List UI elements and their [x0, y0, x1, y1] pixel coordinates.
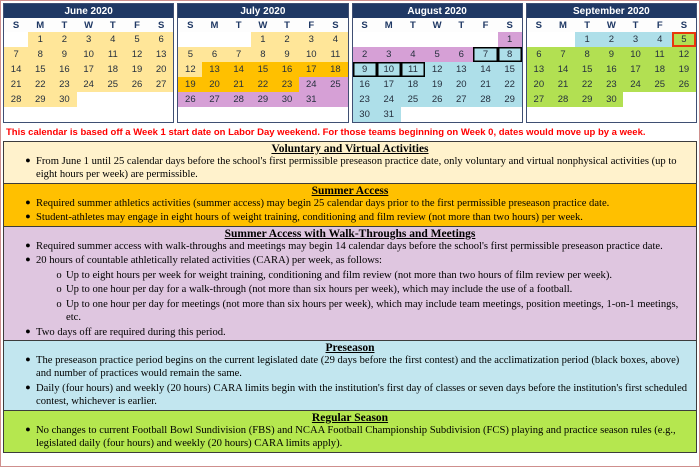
date-cell: 2: [599, 32, 623, 47]
empty-cell: [473, 32, 497, 47]
calendar-week-row: [178, 92, 347, 107]
empty-cell: [599, 107, 623, 122]
calendar-week-row: [527, 92, 696, 107]
empty-cell: [648, 107, 672, 122]
date-cell: 27: [449, 92, 473, 107]
empty-cell: [473, 107, 497, 122]
weekday-header: W: [84, 20, 94, 31]
empty-cell: [52, 107, 76, 122]
date-cell: 6: [527, 47, 551, 62]
month-calendar: [526, 3, 697, 123]
date-cell: 8: [498, 47, 522, 62]
date-cell: 8: [575, 47, 599, 62]
empty-cell: [323, 92, 347, 107]
calendar-week-row: [178, 62, 347, 77]
empty-cell: [527, 107, 551, 122]
section-title-text: Preseason: [325, 341, 375, 354]
empty-cell: [377, 32, 401, 47]
date-cell: 18: [648, 62, 672, 77]
section: [3, 410, 697, 453]
weekday-header: M: [384, 20, 393, 31]
date-cell: 6: [149, 32, 173, 47]
empty-cell: [202, 32, 226, 47]
month-calendar: [177, 3, 348, 123]
calendar-week-row: [527, 77, 696, 92]
bullet-marker: ●: [25, 423, 31, 434]
weekday-header: W: [432, 20, 442, 31]
date-cell: 22: [575, 77, 599, 92]
date-cell: 14: [473, 62, 497, 77]
calendar-title: July 2020: [178, 4, 347, 18]
section-title-text: Voluntary and Virtual Activities: [271, 143, 429, 155]
bullet-marker: o: [56, 298, 62, 310]
date-cell: 8: [28, 47, 52, 62]
bullet-item: [4, 326, 696, 340]
date-cell: 25: [401, 92, 425, 107]
rules-sections: [1, 140, 699, 453]
empty-cell: [227, 107, 251, 122]
date-cell: 4: [401, 47, 425, 62]
bullet-item: [4, 269, 696, 283]
bullet-marker: o: [56, 269, 62, 281]
weekday-header: M: [36, 20, 45, 31]
calendar-title: June 2020: [4, 4, 173, 18]
date-cell: 22: [251, 77, 275, 92]
empty-cell: [401, 32, 425, 47]
empty-cell: [498, 107, 522, 122]
bullet-item: [4, 155, 696, 183]
empty-cell: [623, 107, 647, 122]
calendar-week-row: [527, 32, 696, 47]
bullet-marker: ●: [25, 353, 31, 364]
date-cell: 2: [275, 32, 299, 47]
bullet-item: [4, 354, 696, 382]
empty-cell: [149, 107, 173, 122]
bullet-item: [4, 197, 696, 211]
date-cell: 12: [125, 47, 149, 62]
date-cell: 9: [275, 47, 299, 62]
calendar-week-row: [4, 32, 173, 47]
date-cell: 23: [275, 77, 299, 92]
section-title: [4, 411, 696, 424]
date-cell: 15: [498, 62, 522, 77]
date-cell: 4: [101, 32, 125, 47]
date-cell: 9: [52, 47, 76, 62]
bullet-item: [4, 240, 696, 254]
section: [3, 226, 697, 341]
empty-cell: [251, 107, 275, 122]
bullet-text: The preseason practice period begins on the current legislated date (29 days before the first contest) and the acclimatization period (black boxes, above) and number of practices would remain the same.: [36, 354, 680, 380]
empty-cell: [672, 92, 696, 107]
date-cell: 31: [377, 107, 401, 122]
date-cell: 9: [599, 47, 623, 62]
calendar-week-row: [527, 107, 696, 122]
empty-cell: [178, 107, 202, 122]
calendar-title: September 2020: [527, 4, 696, 18]
date-cell: 7: [473, 47, 497, 62]
weekday-header: F: [134, 20, 140, 31]
date-cell: 13: [449, 62, 473, 77]
calendar-week-row: [353, 107, 522, 122]
empty-cell: [575, 107, 599, 122]
date-cell: 7: [227, 47, 251, 62]
date-cell: 22: [498, 77, 522, 92]
date-cell: 4: [648, 32, 672, 47]
date-cell: 1: [251, 32, 275, 47]
date-cell: 25: [648, 77, 672, 92]
bullet-marker: ●: [25, 196, 31, 207]
date-cell: 2: [52, 32, 76, 47]
empty-cell: [275, 107, 299, 122]
date-cell: 23: [353, 92, 377, 107]
weekday-header: S: [680, 20, 688, 31]
date-cell: 10: [77, 47, 101, 62]
weekday-header: T: [458, 20, 465, 31]
date-cell: 21: [4, 77, 28, 92]
date-cell: 24: [377, 92, 401, 107]
month-calendar: [352, 3, 523, 123]
date-cell: 27: [527, 92, 551, 107]
date-cell: 20: [449, 77, 473, 92]
date-cell: 11: [323, 47, 347, 62]
date-cell: 13: [527, 62, 551, 77]
bullet-text: Required summer access with walk-throughs and meetings may begin 14 calendar days before the school's first permissible preseason practice date.: [36, 240, 663, 252]
date-cell: 20: [149, 62, 173, 77]
calendar-week-row: [178, 32, 347, 47]
empty-cell: [323, 107, 347, 122]
bullet-marker: ●: [25, 254, 31, 265]
date-cell: 15: [575, 62, 599, 77]
date-cell: 30: [275, 92, 299, 107]
bullet-item: [4, 298, 696, 326]
empty-cell: [202, 107, 226, 122]
date-cell: 10: [377, 62, 401, 77]
date-cell: 18: [401, 77, 425, 92]
bullet-marker: ●: [25, 155, 31, 165]
date-cell: 12: [672, 47, 696, 62]
bullet-marker: o: [56, 284, 62, 296]
date-cell: 11: [401, 62, 425, 77]
date-cell: 5: [125, 32, 149, 47]
bullet-marker: ●: [25, 325, 31, 336]
date-cell: 11: [101, 47, 125, 62]
empty-cell: [28, 107, 52, 122]
date-cell: 21: [227, 77, 251, 92]
calendar-week-row: [178, 47, 347, 62]
weekday-header: F: [482, 20, 489, 31]
date-cell: 5: [425, 47, 449, 62]
calendar-week-row: [353, 77, 522, 92]
date-cell: 1: [28, 32, 52, 47]
date-cell: 19: [672, 62, 696, 77]
empty-cell: [227, 32, 251, 47]
date-cell: 3: [623, 32, 647, 47]
bullet-text: Up to eight hours per week for weight training, conditioning and film review (not more than two hours of film review per week).: [66, 269, 613, 281]
bullet-text: Required summer athletics activities (summer access) may begin 25 calendar days prior to the first permissible preseason practice date.: [36, 197, 610, 209]
empty-cell: [4, 32, 28, 47]
date-cell: 1: [575, 32, 599, 47]
empty-cell: [353, 32, 377, 47]
calendar-row: [1, 1, 699, 123]
date-cell: 20: [527, 77, 551, 92]
date-cell: 21: [473, 77, 497, 92]
bullet-text: Up to one hour per day for a walk-through (not more than six hours per week), which may include the use of a football.: [66, 284, 573, 296]
date-cell: 15: [251, 62, 275, 77]
date-cell: 29: [498, 92, 522, 107]
bullet-text: Up to one hour per day for meetings (not more than six hours per week), which may include team meetings, position meetings, 1-on-1 meetings, etc.: [66, 298, 679, 324]
empty-cell: [672, 107, 696, 122]
empty-cell: [77, 92, 101, 107]
section: [3, 183, 697, 227]
section-title: [4, 227, 696, 240]
date-cell: 5: [178, 47, 202, 62]
section: [3, 340, 697, 411]
bullet-item: [4, 283, 696, 297]
date-cell: 24: [77, 77, 101, 92]
weekday-header: F: [308, 20, 315, 31]
bullet-marker: ●: [25, 239, 31, 250]
date-cell: 6: [202, 47, 226, 62]
date-cell: 12: [425, 62, 449, 77]
weekday-header-row: [4, 18, 173, 32]
date-cell: 29: [251, 92, 275, 107]
empty-cell: [449, 32, 473, 47]
empty-cell: [125, 107, 149, 122]
bullet-item: [4, 254, 696, 268]
empty-cell: [4, 107, 28, 122]
section-title: [4, 142, 696, 155]
calendar-week-row: [353, 32, 522, 47]
weekday-header: S: [12, 20, 20, 31]
weekday-header-row: [527, 18, 696, 32]
date-cell: 16: [353, 77, 377, 92]
weekday-header: S: [187, 20, 194, 31]
bullet-item: [4, 424, 696, 452]
date-cell: 10: [299, 47, 323, 62]
bullet-marker: ●: [25, 211, 31, 222]
weekday-header: S: [535, 20, 542, 31]
date-cell: 19: [178, 77, 202, 92]
empty-cell: [101, 92, 125, 107]
date-cell: 25: [101, 77, 125, 92]
date-cell: 26: [178, 92, 202, 107]
section-title-text: Summer Access with Walk-Throughs and Meetings: [224, 227, 476, 240]
date-cell: 20: [202, 77, 226, 92]
bullet-text: Student-athletes may engage in eight hours of weight training, conditioning and film review (not more than two hours) per week.: [36, 212, 583, 224]
weekday-header: W: [606, 20, 616, 31]
empty-cell: [449, 107, 473, 122]
date-cell: 30: [599, 92, 623, 107]
date-cell: 13: [149, 47, 173, 62]
empty-cell: [101, 107, 125, 122]
date-cell: 28: [227, 92, 251, 107]
section-title-text: Summer Access: [311, 184, 389, 197]
date-cell: 26: [672, 77, 696, 92]
date-cell: 28: [551, 92, 575, 107]
empty-cell: [125, 92, 149, 107]
date-cell: 14: [4, 62, 28, 77]
weekday-header: F: [656, 20, 663, 31]
empty-cell: [77, 107, 101, 122]
calendar-week-row: [4, 47, 173, 62]
date-cell: 16: [275, 62, 299, 77]
weekday-header: M: [210, 20, 219, 31]
date-cell: 18: [323, 62, 347, 77]
weekday-header: T: [284, 20, 290, 31]
date-cell: 19: [125, 62, 149, 77]
weekday-header: T: [235, 20, 242, 31]
date-cell: 21: [551, 77, 575, 92]
date-cell: 3: [77, 32, 101, 47]
weekday-header-row: [178, 18, 347, 32]
date-cell: 12: [178, 62, 202, 77]
section-title: [4, 341, 696, 354]
date-cell: 7: [551, 47, 575, 62]
date-cell: 27: [202, 92, 226, 107]
bullet-item: [4, 382, 696, 410]
date-cell: 3: [299, 32, 323, 47]
weekday-header: T: [61, 20, 68, 31]
weekday-header: S: [361, 20, 368, 31]
calendar-week-row: [527, 47, 696, 62]
date-cell: 5: [672, 32, 696, 47]
date-cell: 26: [125, 77, 149, 92]
date-cell: 16: [599, 62, 623, 77]
date-cell: 17: [77, 62, 101, 77]
weekday-header: T: [410, 20, 416, 31]
date-cell: 2: [353, 47, 377, 62]
bullet-text: No changes to current Football Bowl Sundivision (FBS) and NCAA Football Championship Subdivision (FCS) playing and practice season rules (e.g., legislated daily (four hours) and weekly (20 hours) CARA limits apply).: [36, 424, 676, 450]
date-cell: 23: [52, 77, 76, 92]
bullet-text: Two days off are required during this period.: [36, 326, 226, 338]
date-cell: 1: [498, 32, 522, 47]
weekday-header: T: [109, 20, 116, 31]
date-cell: 28: [473, 92, 497, 107]
calendar-week-row: [4, 62, 173, 77]
date-cell: 14: [227, 62, 251, 77]
empty-cell: [149, 92, 173, 107]
date-cell: 6: [449, 47, 473, 62]
weekday-header: S: [332, 20, 339, 31]
empty-cell: [527, 32, 551, 47]
weekday-header: T: [584, 20, 591, 31]
date-cell: 19: [425, 77, 449, 92]
bullet-marker: ●: [25, 381, 31, 392]
empty-cell: [425, 32, 449, 47]
calendar-note: This calendar is based off a Week 1 start date on Labor Day weekend. For those teams beginning on Week 0, dates would move up by a week.: [6, 127, 646, 138]
date-cell: 29: [28, 92, 52, 107]
weekday-header-row: [353, 18, 522, 32]
empty-cell: [299, 107, 323, 122]
date-cell: 30: [52, 92, 76, 107]
date-cell: 14: [551, 62, 575, 77]
date-cell: 23: [599, 77, 623, 92]
date-cell: 11: [648, 47, 672, 62]
empty-cell: [178, 32, 202, 47]
weekday-header: T: [632, 20, 639, 31]
date-cell: 3: [377, 47, 401, 62]
month-calendar: [3, 3, 174, 123]
calendar-week-row: [527, 62, 696, 77]
section: [3, 141, 697, 184]
empty-cell: [551, 107, 575, 122]
date-cell: 17: [299, 62, 323, 77]
calendar-title: August 2020: [353, 4, 522, 18]
date-cell: 28: [4, 92, 28, 107]
weekday-header: S: [157, 20, 165, 31]
date-cell: 7: [4, 47, 28, 62]
calendar-week-row: [353, 92, 522, 107]
calendar-week-row: [4, 77, 173, 92]
date-cell: 31: [299, 92, 323, 107]
date-cell: 27: [149, 77, 173, 92]
date-cell: 15: [28, 62, 52, 77]
section-title: [4, 184, 696, 197]
calendar-week-row: [178, 107, 347, 122]
date-cell: 10: [623, 47, 647, 62]
date-cell: 17: [623, 62, 647, 77]
calendar-week-row: [178, 77, 347, 92]
weekday-header: W: [258, 20, 268, 31]
empty-cell: [401, 107, 425, 122]
date-cell: 9: [353, 62, 377, 77]
empty-cell: [425, 107, 449, 122]
bullet-text: Daily (four hours) and weekly (20 hours) CARA limits begin with the institution's first day of classes or seven days before the institution's first scheduled contest, whichever is earlier.: [36, 382, 688, 408]
calendar-week-row: [353, 62, 522, 77]
date-cell: 30: [353, 107, 377, 122]
date-cell: 25: [323, 77, 347, 92]
empty-cell: [623, 92, 647, 107]
date-cell: 8: [251, 47, 275, 62]
calendar-week-row: [4, 92, 173, 107]
date-cell: 29: [575, 92, 599, 107]
date-cell: 17: [377, 77, 401, 92]
date-cell: 16: [52, 62, 76, 77]
empty-cell: [648, 92, 672, 107]
date-cell: 24: [623, 77, 647, 92]
calendar-week-row: [4, 107, 173, 122]
empty-cell: [551, 32, 575, 47]
bullet-item: [4, 211, 696, 225]
date-cell: 4: [323, 32, 347, 47]
bullet-text: 20 hours of countable athletically related activities (CARA) per week, as follows:: [36, 255, 382, 267]
weekday-header: S: [506, 20, 513, 31]
date-cell: 18: [101, 62, 125, 77]
calendar-week-row: [353, 47, 522, 62]
weekday-header: M: [559, 20, 567, 31]
date-cell: 26: [425, 92, 449, 107]
date-cell: 24: [299, 77, 323, 92]
section-title-text: Regular Season: [311, 411, 389, 424]
date-cell: 22: [28, 77, 52, 92]
date-cell: 13: [202, 62, 226, 77]
bullet-text: From June 1 until 25 calendar days before the school's first permissible preseason practice date, only voluntary and virtual nonphysical activities (up to eight hours per week) are permissible.: [36, 156, 677, 181]
